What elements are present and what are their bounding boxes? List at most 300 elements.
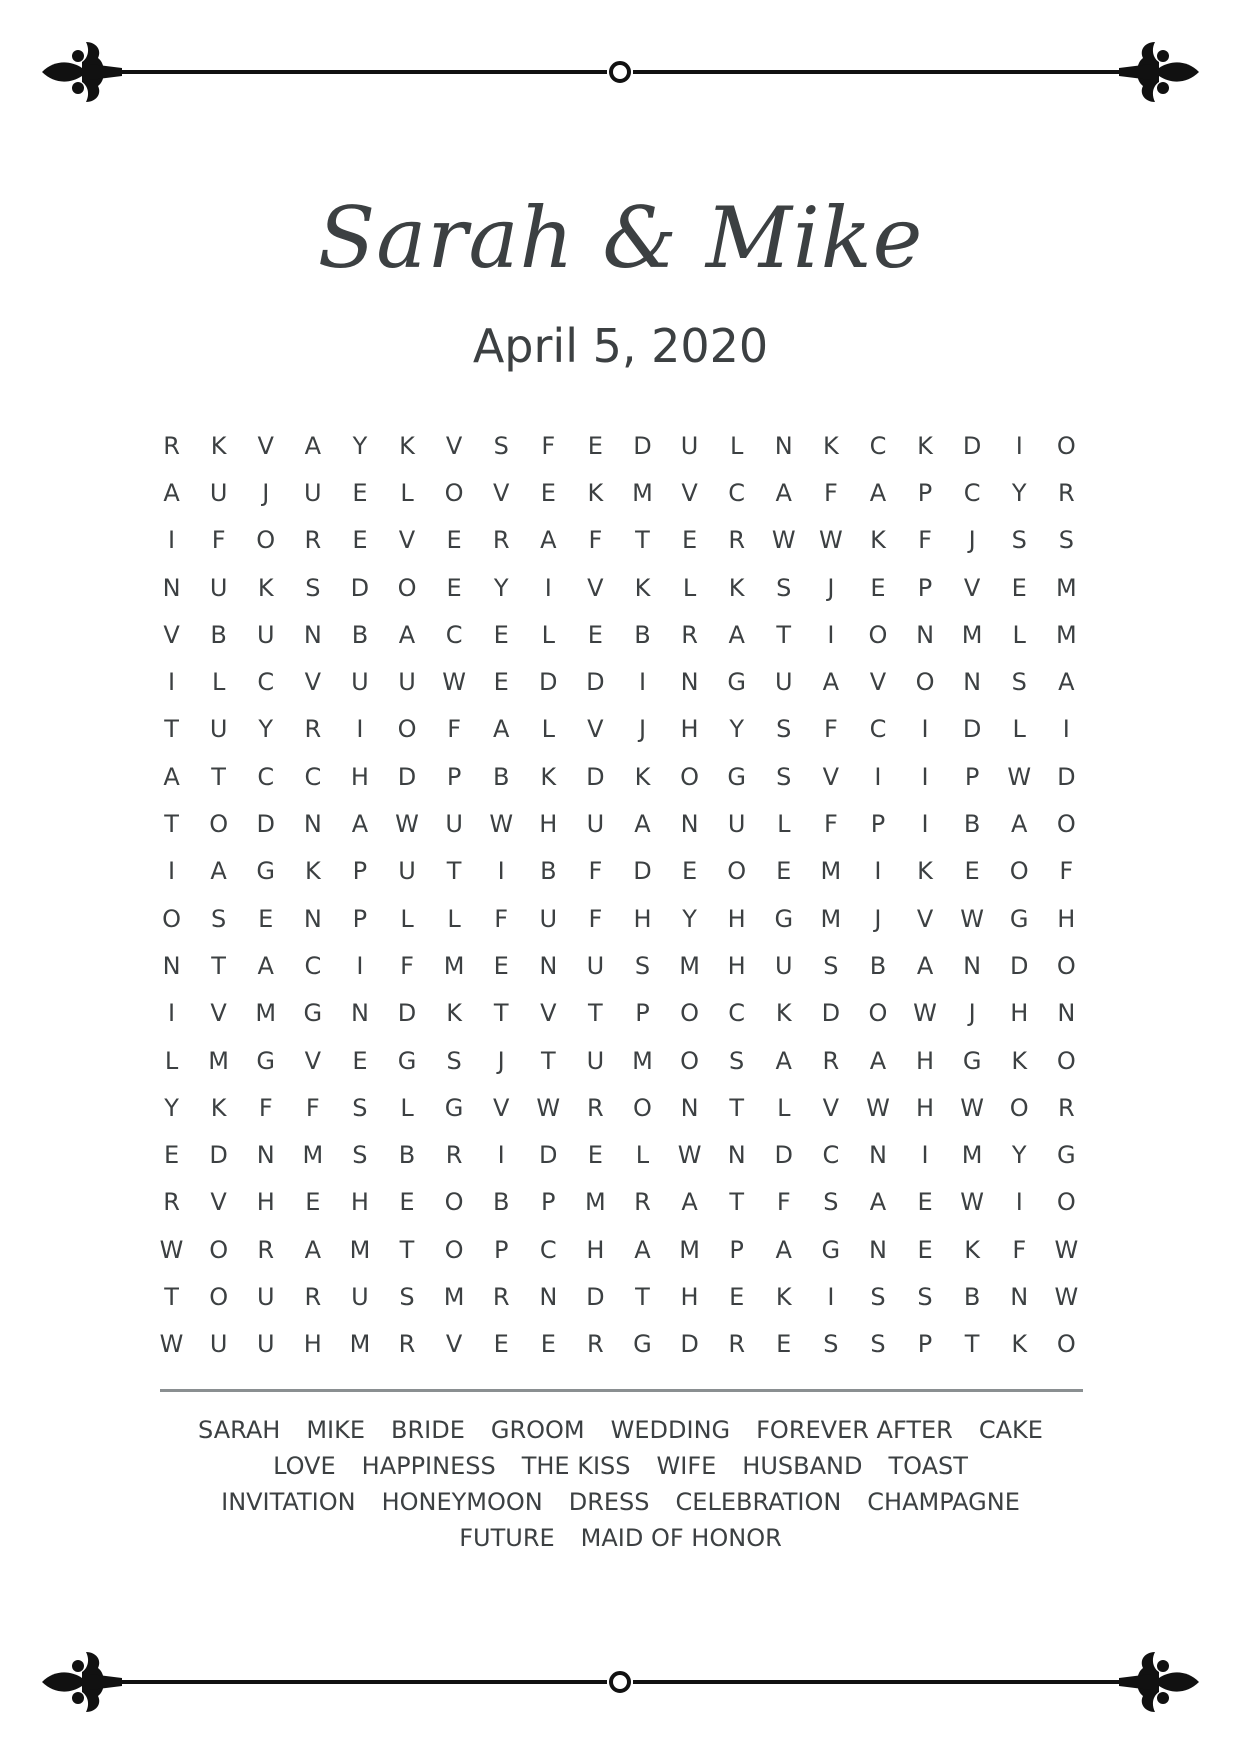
grid-letter: L bbox=[400, 478, 414, 507]
grid-letter: N bbox=[680, 1093, 699, 1122]
grid-letter: A bbox=[869, 478, 887, 507]
grid-letter: R bbox=[304, 1282, 322, 1311]
word-list-item: CELEBRATION bbox=[675, 1488, 842, 1516]
grid-letter: K bbox=[634, 573, 651, 602]
word-list-item: INVITATION bbox=[221, 1488, 356, 1516]
grid-letter: P bbox=[964, 762, 980, 791]
bottom-ornament-divider bbox=[0, 1642, 1241, 1722]
grid-letter: O bbox=[1056, 810, 1076, 839]
grid-letter: B bbox=[492, 762, 510, 791]
grid-letter: A bbox=[351, 810, 369, 839]
grid-letter: D bbox=[633, 431, 652, 460]
grid-letter: T bbox=[164, 715, 179, 744]
grid-letter: R bbox=[163, 431, 180, 460]
grid-letter: R bbox=[634, 1188, 651, 1217]
grid-letter: S bbox=[823, 1188, 839, 1217]
word-list-item: HUSBAND bbox=[742, 1452, 863, 1480]
grid-letter: R bbox=[492, 526, 510, 555]
grid-letter: A bbox=[257, 951, 274, 980]
grid-letter: E bbox=[964, 857, 980, 886]
grid-letter: G bbox=[256, 857, 276, 886]
grid-letter: K bbox=[1011, 1330, 1028, 1359]
grid-letter: B bbox=[210, 620, 227, 649]
grid-letter: D bbox=[633, 857, 652, 886]
circle-center-icon bbox=[611, 1673, 629, 1691]
grid-row bbox=[148, 611, 1090, 658]
grid-letter: U bbox=[680, 431, 699, 460]
grid-letter: A bbox=[304, 1235, 322, 1264]
grid-letter: W bbox=[818, 526, 843, 555]
grid-letter: L bbox=[635, 1141, 650, 1170]
grid-letter: H bbox=[350, 762, 369, 791]
grid-letter: V bbox=[210, 999, 227, 1028]
grid-letter: M bbox=[632, 1046, 653, 1075]
grid-letter: M bbox=[1055, 620, 1077, 649]
divider-rule bbox=[160, 1389, 1083, 1392]
grid-letter: S bbox=[870, 1282, 886, 1311]
word-list-item: MAID OF HONOR bbox=[580, 1524, 782, 1552]
grid-letter: Y bbox=[1011, 478, 1027, 507]
grid-letter: C bbox=[445, 620, 463, 649]
grid-letter: D bbox=[586, 1282, 605, 1311]
grid-letter: W bbox=[677, 1141, 702, 1170]
grid-row bbox=[148, 1273, 1090, 1320]
grid-letter: K bbox=[540, 762, 557, 791]
grid-letter: M bbox=[1055, 573, 1077, 602]
grid-letter: P bbox=[870, 810, 886, 839]
grid-letter: E bbox=[587, 620, 603, 649]
grid-row bbox=[148, 942, 1090, 989]
grid-letter: I bbox=[921, 715, 929, 744]
grid-letter: Y bbox=[258, 715, 274, 744]
grid-letter: K bbox=[917, 431, 933, 460]
grid-letter: V bbox=[822, 1093, 840, 1122]
grid-letter: O bbox=[162, 904, 181, 933]
grid-letter: S bbox=[870, 1330, 886, 1359]
grid-row bbox=[148, 1084, 1090, 1131]
grid-letter: N bbox=[539, 951, 558, 980]
grid-letter: W bbox=[1054, 1235, 1079, 1264]
grid-row bbox=[148, 895, 1090, 942]
grid-letter: J bbox=[827, 573, 835, 602]
grid-letter: V bbox=[869, 668, 887, 697]
grid-letter: C bbox=[257, 762, 275, 791]
grid-letter: L bbox=[211, 668, 226, 697]
grid-letter: U bbox=[351, 1282, 369, 1311]
word-list-item: MIKE bbox=[306, 1416, 365, 1444]
word-list-item: DRESS bbox=[568, 1488, 650, 1516]
grid-letter: S bbox=[493, 431, 509, 460]
grid-letter: P bbox=[446, 762, 462, 791]
grid-letter: W bbox=[489, 810, 514, 839]
grid-letter: D bbox=[397, 999, 417, 1028]
grid-letter: G bbox=[727, 762, 746, 791]
grid-letter: D bbox=[209, 1141, 228, 1170]
grid-row bbox=[148, 1037, 1090, 1084]
grid-letter: I bbox=[638, 668, 647, 697]
grid-letter: G bbox=[1009, 904, 1029, 933]
grid-letter: U bbox=[304, 478, 322, 507]
grid-letter: K bbox=[446, 999, 462, 1028]
grid-letter: U bbox=[209, 1330, 228, 1359]
grid-letter: R bbox=[728, 526, 746, 555]
grid-letter: O bbox=[915, 668, 935, 697]
grid-letter: D bbox=[539, 1141, 558, 1170]
grid-letter: U bbox=[774, 951, 793, 980]
grid-letter: S bbox=[1011, 668, 1027, 697]
grid-letter: L bbox=[400, 904, 414, 933]
grid-letter: L bbox=[541, 620, 555, 649]
grid-letter: R bbox=[304, 715, 322, 744]
grid-letter: W bbox=[771, 526, 796, 555]
word-list-line bbox=[120, 1520, 1121, 1556]
grid-letter: A bbox=[304, 431, 322, 460]
grid-letter: S bbox=[823, 951, 839, 980]
grid-letter: D bbox=[1057, 762, 1076, 791]
grid-letter: B bbox=[963, 1282, 981, 1311]
grid-letter: N bbox=[774, 431, 793, 460]
grid-letter: V bbox=[398, 526, 416, 555]
grid-letter: E bbox=[258, 904, 274, 933]
grid-letter: P bbox=[541, 1188, 556, 1217]
word-list-item: FOREVER AFTER bbox=[756, 1416, 953, 1444]
grid-letter: P bbox=[352, 904, 368, 933]
word-list-item: TOAST bbox=[888, 1452, 968, 1480]
grid-letter: W bbox=[159, 1330, 184, 1359]
grid-letter: V bbox=[304, 668, 322, 697]
grid-letter: D bbox=[962, 715, 982, 744]
grid-letter: E bbox=[1011, 573, 1027, 602]
grid-letter: U bbox=[209, 573, 228, 602]
grid-letter: T bbox=[635, 1282, 650, 1311]
grid-letter: S bbox=[634, 951, 651, 980]
grid-letter: S bbox=[1011, 526, 1027, 555]
grid-letter: T bbox=[493, 999, 509, 1028]
grid-letter: E bbox=[493, 951, 509, 980]
word-list-item: WEDDING bbox=[610, 1416, 731, 1444]
grid-letter: U bbox=[774, 668, 793, 697]
grid-letter: M bbox=[961, 620, 983, 649]
grid-letter: P bbox=[729, 1235, 744, 1264]
word-list-line bbox=[120, 1412, 1121, 1448]
grid-letter: F bbox=[258, 1093, 273, 1122]
grid-letter: G bbox=[962, 1046, 982, 1075]
grid-letter: F bbox=[305, 1093, 320, 1122]
word-list-item: SARAH bbox=[198, 1416, 281, 1444]
grid-letter: W bbox=[442, 668, 466, 697]
grid-letter: A bbox=[775, 1235, 792, 1264]
grid-letter: C bbox=[728, 478, 746, 507]
grid-letter: M bbox=[255, 999, 277, 1028]
grid-letter: L bbox=[1012, 715, 1026, 744]
grid-letter: O bbox=[209, 810, 229, 839]
grid-letter: C bbox=[539, 1235, 557, 1264]
grid-letter: D bbox=[821, 999, 841, 1028]
grid-letter: T bbox=[446, 857, 462, 886]
grid-row bbox=[148, 422, 1090, 469]
grid-letter: S bbox=[729, 1046, 745, 1075]
grid-letter: T bbox=[964, 1330, 980, 1359]
grid-letter: W bbox=[960, 904, 984, 933]
grid-letter: C bbox=[728, 999, 746, 1028]
grid-letter: F bbox=[776, 1188, 791, 1217]
grid-row bbox=[148, 1226, 1090, 1273]
grid-letter: S bbox=[823, 1330, 839, 1359]
grid-letter: E bbox=[352, 526, 368, 555]
grid-letter: T bbox=[635, 526, 650, 555]
grid-letter: I bbox=[874, 857, 882, 886]
grid-letter: E bbox=[917, 1235, 933, 1264]
grid-letter: R bbox=[257, 1235, 275, 1264]
grid-letter: H bbox=[256, 1188, 275, 1217]
grid-letter: R bbox=[681, 620, 698, 649]
grid-letter: R bbox=[445, 1141, 463, 1170]
grid-letter: T bbox=[211, 951, 226, 980]
grid-letter: O bbox=[1056, 1188, 1076, 1217]
grid-letter: I bbox=[1062, 715, 1070, 744]
grid-letter: B bbox=[963, 810, 981, 839]
grid-row bbox=[148, 990, 1090, 1037]
grid-letter: A bbox=[163, 762, 180, 791]
grid-letter: D bbox=[774, 1141, 793, 1170]
grid-letter: A bbox=[822, 668, 840, 697]
grid-letter: E bbox=[305, 1188, 321, 1217]
grid-letter: O bbox=[1056, 1330, 1076, 1359]
grid-letter: H bbox=[539, 810, 558, 839]
grid-letter: V bbox=[681, 478, 698, 507]
grid-letter: F bbox=[541, 431, 556, 460]
grid-letter: L bbox=[400, 1093, 414, 1122]
grid-letter: L bbox=[447, 904, 461, 933]
grid-letter: V bbox=[210, 1188, 227, 1217]
grid-letter: I bbox=[827, 1282, 835, 1311]
grid-letter: K bbox=[210, 431, 227, 460]
grid-letter: U bbox=[256, 620, 275, 649]
grid-letter: T bbox=[399, 1235, 415, 1264]
grid-letter: M bbox=[349, 1235, 371, 1264]
grid-letter: V bbox=[822, 762, 840, 791]
top-ornament-divider bbox=[0, 32, 1241, 112]
grid-row bbox=[148, 1179, 1090, 1226]
grid-letter: O bbox=[633, 1093, 652, 1122]
grid-letter: Y bbox=[682, 904, 697, 933]
grid-letter: G bbox=[397, 1046, 417, 1075]
grid-letter: S bbox=[305, 573, 321, 602]
grid-letter: R bbox=[398, 1330, 416, 1359]
grid-letter: W bbox=[536, 1093, 561, 1122]
grid-letter: F bbox=[588, 904, 603, 933]
grid-letter: P bbox=[635, 999, 650, 1028]
word-list-item: THE KISS bbox=[521, 1452, 631, 1480]
grid-letter: T bbox=[164, 1282, 179, 1311]
grid-letter: G bbox=[821, 1235, 841, 1264]
grid-letter: C bbox=[963, 478, 981, 507]
grid-letter: F bbox=[588, 526, 603, 555]
grid-letter: H bbox=[916, 1093, 935, 1122]
grid-letter: K bbox=[210, 1093, 227, 1122]
grid-letter: N bbox=[1057, 999, 1076, 1028]
grid-letter: L bbox=[729, 431, 744, 460]
grid-letter: R bbox=[492, 1282, 510, 1311]
grid-letter: N bbox=[727, 1141, 746, 1170]
grid-letter: B bbox=[492, 1188, 510, 1217]
grid-letter: N bbox=[350, 999, 369, 1028]
grid-letter: O bbox=[680, 999, 700, 1028]
grid-letter: J bbox=[497, 1046, 505, 1075]
grid-letter: E bbox=[446, 526, 462, 555]
grid-letter: W bbox=[159, 1235, 184, 1264]
grid-letter: E bbox=[776, 1330, 792, 1359]
grid-letter: B bbox=[869, 951, 887, 980]
fleur-ornament-icon bbox=[1119, 42, 1199, 102]
grid-letter: I bbox=[168, 668, 176, 697]
grid-letter: R bbox=[587, 1330, 604, 1359]
grid-letter: F bbox=[588, 857, 603, 886]
grid-letter: P bbox=[493, 1235, 509, 1264]
grid-letter: T bbox=[211, 762, 226, 791]
grid-letter: B bbox=[634, 620, 651, 649]
grid-letter: H bbox=[680, 715, 699, 744]
grid-letter: O bbox=[444, 1235, 464, 1264]
grid-letter: R bbox=[1057, 1093, 1075, 1122]
grid-letter: K bbox=[917, 857, 933, 886]
grid-letter: O bbox=[680, 1046, 700, 1075]
grid-letter: Y bbox=[352, 431, 368, 460]
grid-letter: N bbox=[256, 1141, 275, 1170]
grid-letter: M bbox=[208, 1046, 229, 1075]
word-list-line bbox=[120, 1484, 1121, 1520]
grid-letter: U bbox=[539, 904, 558, 933]
grid-letter: L bbox=[777, 810, 791, 839]
grid-letter: M bbox=[961, 1141, 983, 1170]
grid-letter: U bbox=[398, 857, 416, 886]
grid-letter: F bbox=[1012, 1235, 1027, 1264]
grid-letter: O bbox=[1009, 1093, 1029, 1122]
grid-letter: U bbox=[586, 810, 605, 839]
grid-letter: J bbox=[638, 715, 647, 744]
grid-letter: W bbox=[866, 1093, 890, 1122]
grid-letter: E bbox=[681, 526, 698, 555]
grid-row bbox=[148, 517, 1090, 564]
word-list-line bbox=[120, 1448, 1121, 1484]
grid-letter: O bbox=[868, 620, 888, 649]
grid-letter: A bbox=[775, 1046, 792, 1075]
grid-letter: D bbox=[397, 762, 417, 791]
grid-letter: F bbox=[447, 715, 462, 744]
grid-letter: O bbox=[397, 715, 417, 744]
grid-letter: Y bbox=[164, 1093, 179, 1122]
grid-letter: E bbox=[352, 1046, 368, 1075]
grid-letter: S bbox=[352, 1093, 368, 1122]
grid-letter: V bbox=[163, 620, 180, 649]
grid-letter: A bbox=[869, 1188, 887, 1217]
grid-letter: O bbox=[1056, 1046, 1076, 1075]
grid-letter: A bbox=[398, 620, 416, 649]
grid-letter: M bbox=[585, 1188, 606, 1217]
grid-letter: E bbox=[493, 1330, 509, 1359]
grid-letter: H bbox=[350, 1188, 369, 1217]
grid-letter: E bbox=[729, 1282, 745, 1311]
grid-letter: I bbox=[544, 573, 552, 602]
grid-letter: A bbox=[634, 1235, 651, 1264]
grid-letter: K bbox=[822, 431, 839, 460]
grid-letter: C bbox=[822, 1141, 840, 1170]
grid-letter: D bbox=[350, 573, 370, 602]
grid-letter: G bbox=[303, 999, 323, 1028]
grid-letter: O bbox=[209, 1282, 229, 1311]
grid-letter: G bbox=[727, 668, 746, 697]
grid-letter: D bbox=[962, 431, 982, 460]
grid-letter: L bbox=[541, 715, 555, 744]
grid-letter: L bbox=[777, 1093, 791, 1122]
grid-letter: N bbox=[162, 573, 181, 602]
page-title: Sarah & Mike bbox=[317, 189, 924, 287]
grid-letter: S bbox=[917, 1282, 933, 1311]
grid-letter: C bbox=[869, 715, 887, 744]
grid-letter: I bbox=[497, 857, 505, 886]
grid-letter: D bbox=[586, 668, 605, 697]
grid-letter: U bbox=[727, 810, 746, 839]
grid-letter: T bbox=[729, 1093, 744, 1122]
grid-letter: S bbox=[399, 1282, 415, 1311]
grid-letter: J bbox=[968, 999, 976, 1028]
grid-letter: V bbox=[257, 431, 274, 460]
grid-letter: G bbox=[444, 1093, 464, 1122]
grid-letter: K bbox=[257, 573, 274, 602]
grid-letter: D bbox=[586, 762, 605, 791]
grid-letter: Y bbox=[1011, 1141, 1027, 1170]
grid-letter: N bbox=[963, 668, 982, 697]
grid-letter: N bbox=[303, 810, 322, 839]
grid-letter: K bbox=[964, 1235, 981, 1264]
grid-letter: V bbox=[540, 999, 557, 1028]
grid-letter: U bbox=[586, 1046, 605, 1075]
grid-letter: O bbox=[444, 1188, 464, 1217]
grid-letter: L bbox=[1012, 620, 1026, 649]
grid-letter: N bbox=[680, 668, 699, 697]
grid-letter: S bbox=[1058, 526, 1074, 555]
grid-letter: F bbox=[400, 951, 414, 980]
grid-letter: R bbox=[1057, 478, 1075, 507]
grid-letter: A bbox=[492, 715, 510, 744]
grid-letter: A bbox=[728, 620, 745, 649]
grid-letter: L bbox=[682, 573, 697, 602]
grid-letter: O bbox=[868, 999, 888, 1028]
grid-letter: D bbox=[680, 1330, 699, 1359]
grid-letter: O bbox=[444, 478, 464, 507]
grid-letter: E bbox=[587, 1141, 603, 1170]
grid-letter: G bbox=[633, 1330, 652, 1359]
grid-letter: R bbox=[587, 1093, 604, 1122]
grid-row bbox=[148, 848, 1090, 895]
grid-letter: H bbox=[1010, 999, 1029, 1028]
grid-letter: V bbox=[963, 573, 981, 602]
grid-letter: C bbox=[257, 668, 275, 697]
grid-letter: E bbox=[163, 1141, 180, 1170]
grid-letter: V bbox=[492, 478, 510, 507]
grid-letter: O bbox=[1009, 857, 1029, 886]
grid-letter: W bbox=[960, 1188, 984, 1217]
grid-letter: M bbox=[443, 951, 465, 980]
grid-letter: G bbox=[256, 1046, 276, 1075]
grid-letter: U bbox=[398, 668, 416, 697]
grid-letter: K bbox=[399, 431, 415, 460]
grid-letter: V bbox=[492, 1093, 510, 1122]
grid-letter: N bbox=[963, 951, 982, 980]
grid-letter: T bbox=[588, 999, 603, 1028]
word-list bbox=[120, 1412, 1121, 1556]
grid-letter: N bbox=[539, 1282, 558, 1311]
